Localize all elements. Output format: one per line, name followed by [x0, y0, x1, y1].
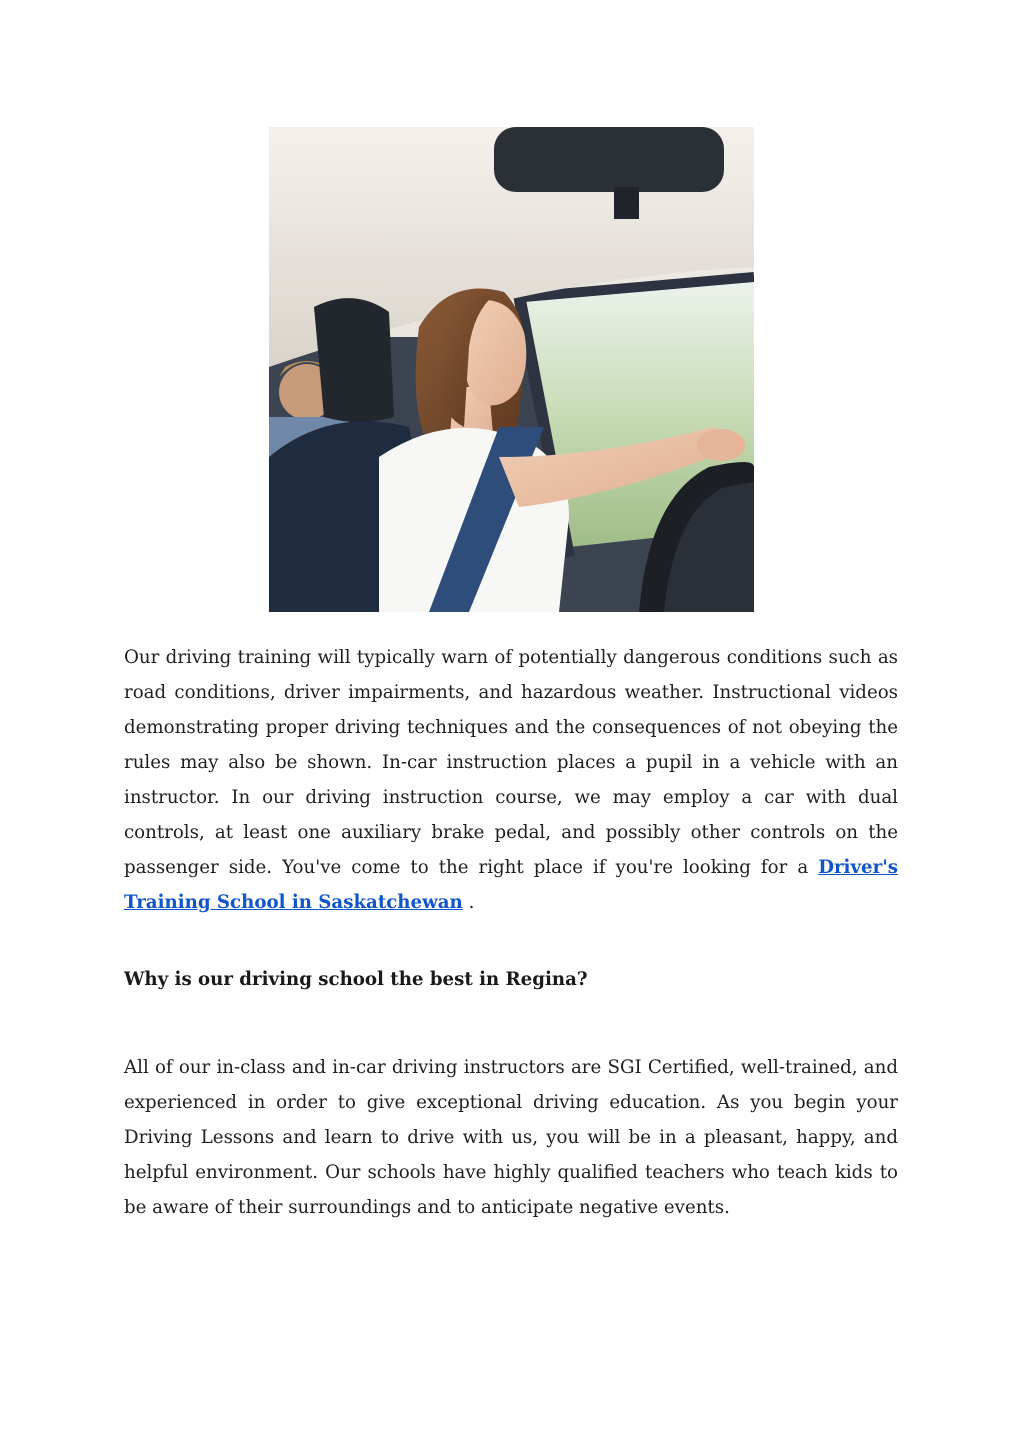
section-heading: Why is our driving school the best in Regina? [124, 969, 588, 990]
drivers-training-school-link[interactable]: Driver's Training School in Saskatchewan [124, 857, 898, 913]
instructors-paragraph: All of our in-class and in-car driving instructors are SGI Certified, well-trained, and experienced in order to give exceptional driving education. As you begin your Driving Lessons and learn to drive with us, you will be in a pleasant, happy, and helpful environment. Our schools have highly qualified teachers who teach kids to be aware of their surroundings and to anticipate negative events. [124, 1057, 898, 1218]
intro-paragraph-text: Our driving training will typically warn of potentially dangerous conditions such as road conditions, driver impairments, and hazardous weather. Instructional videos demonstrating proper driving techniques and the consequences of not obeying the rules may also be shown. In-car instruction places a pupil in a vehicle with an instructor. In our driving instruction course, we may employ a car with dual controls, at least one auxiliary brake pedal, and possibly other controls on the passenger side. You've come to the right place if you're looking for a [124, 647, 898, 878]
intro-paragraph [124, 640, 898, 920]
woman-driving-photo [269, 127, 754, 612]
intro-paragraph-tail: . [462, 892, 475, 913]
